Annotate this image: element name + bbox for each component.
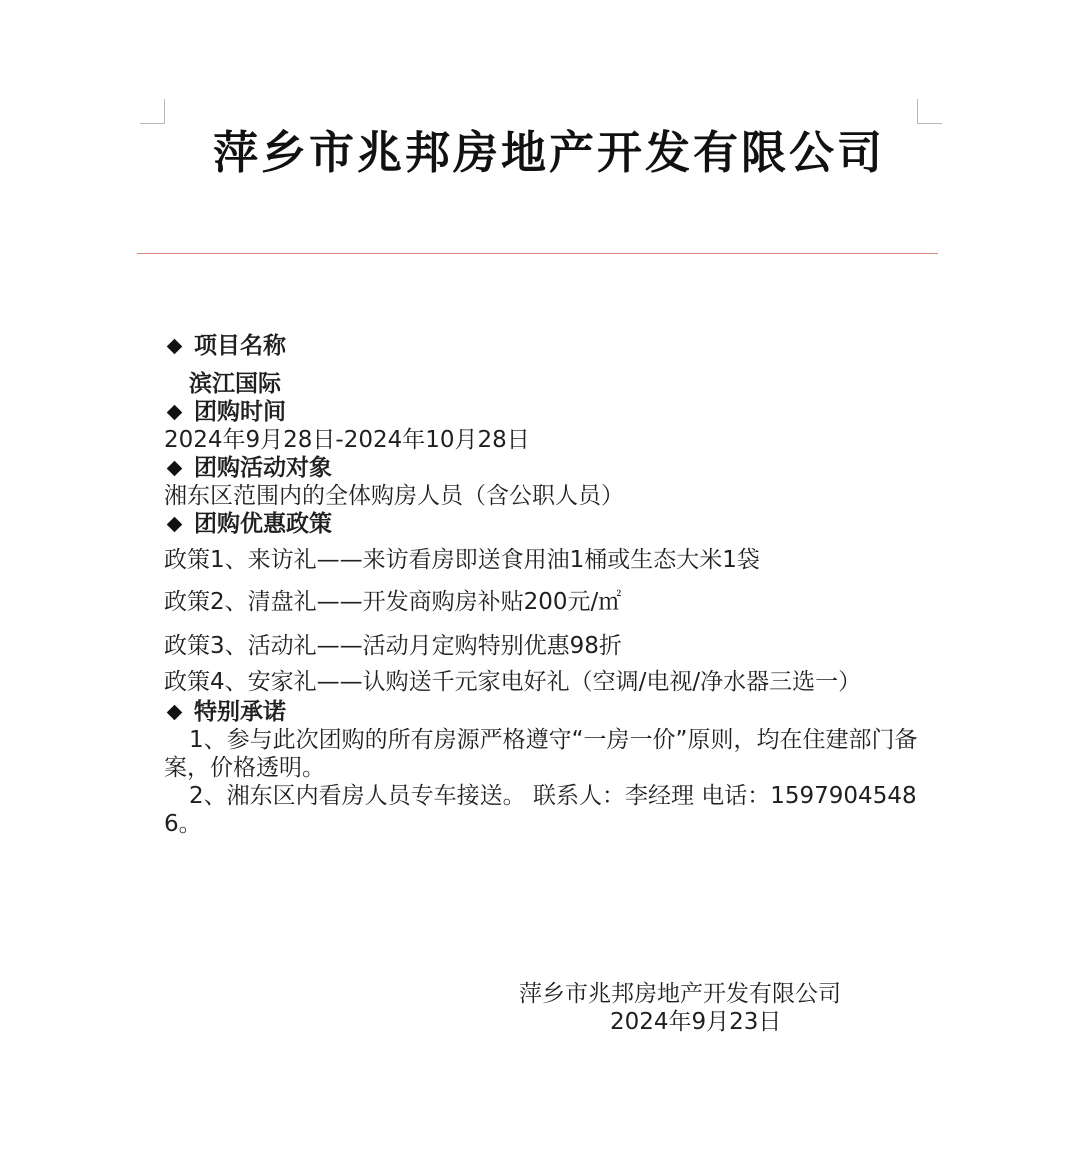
- title-divider: [137, 253, 938, 254]
- document-body: [164, 332, 924, 838]
- signature-company: 萍乡市兆邦房地产开发有限公司: [519, 981, 841, 1007]
- section-heading-label: 团购时间: [194, 399, 286, 425]
- diamond-bullet-icon: [167, 404, 183, 420]
- section-heading-period: [164, 398, 924, 426]
- diamond-bullet-icon: [167, 516, 183, 532]
- period-text: 2024年9月28日-2024年10月28日: [164, 427, 530, 453]
- policy-item: 政策4、安家礼——认购送千元家电好礼（空调/电视/净水器三选一）: [164, 669, 862, 695]
- diamond-bullet-icon: [167, 704, 183, 720]
- diamond-bullet-icon: [167, 460, 183, 476]
- promise-item: 1、参与此次团购的所有房源严格遵守“一房一价”原则，均在住建部门备案，价格透明。: [164, 727, 918, 781]
- project-name: 滨江国际: [189, 371, 281, 397]
- section-heading-label: 项目名称: [194, 333, 286, 359]
- section-heading-label: 团购活动对象: [194, 455, 332, 481]
- signature-date: 2024年9月23日: [610, 1009, 782, 1035]
- policy-item: 政策2、清盘礼——开发商购房补贴200元/㎡: [164, 589, 622, 615]
- target-text: 湘东区范围内的全体购房人员（含公职人员）: [164, 483, 624, 509]
- policy-item: 政策3、活动礼——活动月定购特别优惠98折: [164, 633, 622, 659]
- section-heading-label: 团购优惠政策: [194, 511, 332, 537]
- signature-block: [519, 980, 841, 1036]
- diamond-bullet-icon: [167, 338, 183, 354]
- section-heading-label: 特别承诺: [194, 699, 286, 725]
- promise-item: 2、湘东区内看房人员专车接送。 联系人：李经理 电话：15979045486。: [164, 783, 917, 837]
- policy-item: 政策1、来访礼——来访看房即送食用油1桶或生态大米1袋: [164, 547, 760, 573]
- section-heading-promise: [164, 698, 924, 726]
- section-heading-policies: [164, 510, 924, 538]
- section-heading-target: [164, 454, 924, 482]
- section-heading-project: [164, 332, 924, 360]
- document-title: 萍乡市兆邦房地产开发有限公司: [212, 126, 885, 179]
